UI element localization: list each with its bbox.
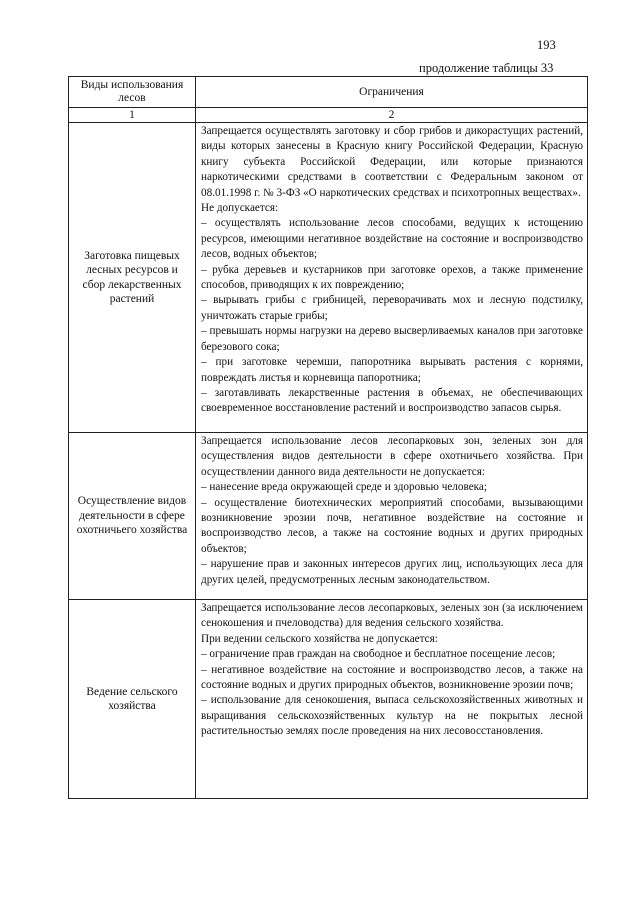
restriction-paragraph: Запрещается использование лесов лесопарковых, зеленых зон (за исключением сенокошения и пчеловодства) для ведения сельского хозяйства. bbox=[201, 602, 583, 630]
restriction-paragraph: – нарушение прав и законных интересов других лиц, использующих леса для других целей, предусмотренных лесным законодательством. bbox=[201, 558, 583, 586]
table-continuation-label: продолжение таблицы 33 bbox=[419, 61, 554, 75]
table-header-row bbox=[69, 77, 588, 108]
table-row bbox=[69, 123, 588, 433]
column-number-2: 2 bbox=[196, 108, 588, 123]
restrictions-cell bbox=[196, 433, 588, 600]
restriction-paragraph: – заготавливать лекарственные растения в объемах, не обеспечивающих своевременное восстановление растений и воспроизводство запасов сырья. bbox=[201, 386, 583, 415]
restrictions-table bbox=[68, 76, 588, 799]
restriction-paragraph: – рубка деревьев и кустарников при заготовке орехов, а также применение способов, приводящих к их повреждению; bbox=[201, 263, 583, 292]
restriction-paragraph: Запрещается осуществлять заготовку и сбор грибов и дикорастущих растений, виды которых занесены в Красную книгу Российской Федерации, Красную книгу субъекта Российской Федерации, или которые признаются наркотическими средствами в соответствии с Федеральным законом от 08.01.1998 г. № 3-ФЗ «О наркотических средствах и психотропных веществах». bbox=[201, 125, 583, 199]
restriction-paragraph: – нанесение вреда окружающей среде и здоровью человека; bbox=[201, 481, 488, 494]
restriction-paragraph: – негативное воздействие на состояние и воспроизводство лесов, а также на состояние водных и других природных объектов, возникновение эрозии почв; bbox=[201, 663, 583, 692]
restrictions-cell bbox=[196, 123, 588, 433]
table-column-numbers-row bbox=[69, 108, 588, 123]
restrictions-cell bbox=[196, 600, 588, 799]
activity-cell: Заготовка пищевых лесных ресурсов и сбор лекарственных растений bbox=[69, 123, 196, 433]
restriction-paragraph: – превышать нормы нагрузки на дерево высверливаемых каналов при заготовке березового сока; bbox=[201, 325, 583, 353]
restriction-paragraph: При ведении сельского хозяйства не допускается: bbox=[201, 632, 438, 645]
column-number-1: 1 bbox=[69, 108, 196, 123]
restriction-paragraph: – ограничение прав граждан на свободное и бесплатное посещение лесов; bbox=[201, 648, 556, 661]
restriction-paragraph: – вырывать грибы с грибницей, переворачивать мох и лесную подстилку, уничтожать старые грибы; bbox=[201, 294, 583, 322]
restriction-paragraph: – осуществлять использование лесов способами, ведущих к истощению ресурсов, имеющими негативное воздействие на состояние и воспроизводство лесов, водных объектов; bbox=[201, 217, 583, 261]
restriction-paragraph: Не допускается: bbox=[201, 202, 279, 215]
restriction-paragraph: – осуществление биотехнических мероприятий способами, вызывающими возникновение эрозии почв, негативное воздействие на состояние и воспроизводство лесов, а также на состояние водных и других природных объектов; bbox=[201, 496, 583, 555]
header-forest-use-types: Виды использования лесов bbox=[69, 77, 196, 108]
table-row bbox=[69, 600, 588, 799]
restriction-paragraph: – при заготовке черемши, папоротника вырывать растения с корнями, повреждать листья и корневища папоротника; bbox=[201, 356, 583, 384]
restriction-paragraph: – использование для сенокошения, выпаса сельскохозяйственных животных и выращивания сельскохозяйственных культур на не покрытых лесной растительностью землях после проведения на них лесовосстановления. bbox=[201, 694, 583, 738]
table-row bbox=[69, 433, 588, 600]
activity-cell: Осуществление видов деятельности в сфере охотничьего хозяйства bbox=[69, 433, 196, 600]
activity-cell: Ведение сельского хозяйства bbox=[69, 600, 196, 799]
page-number: 193 bbox=[537, 38, 556, 52]
header-restrictions: Ограничения bbox=[196, 77, 588, 108]
restriction-paragraph: Запрещается использование лесов лесопарковых зон, зеленых зон для осуществления видов деятельности в сфере охотничьего хозяйства. При осуществлении данного вида деятельности не допускается: bbox=[201, 435, 583, 478]
